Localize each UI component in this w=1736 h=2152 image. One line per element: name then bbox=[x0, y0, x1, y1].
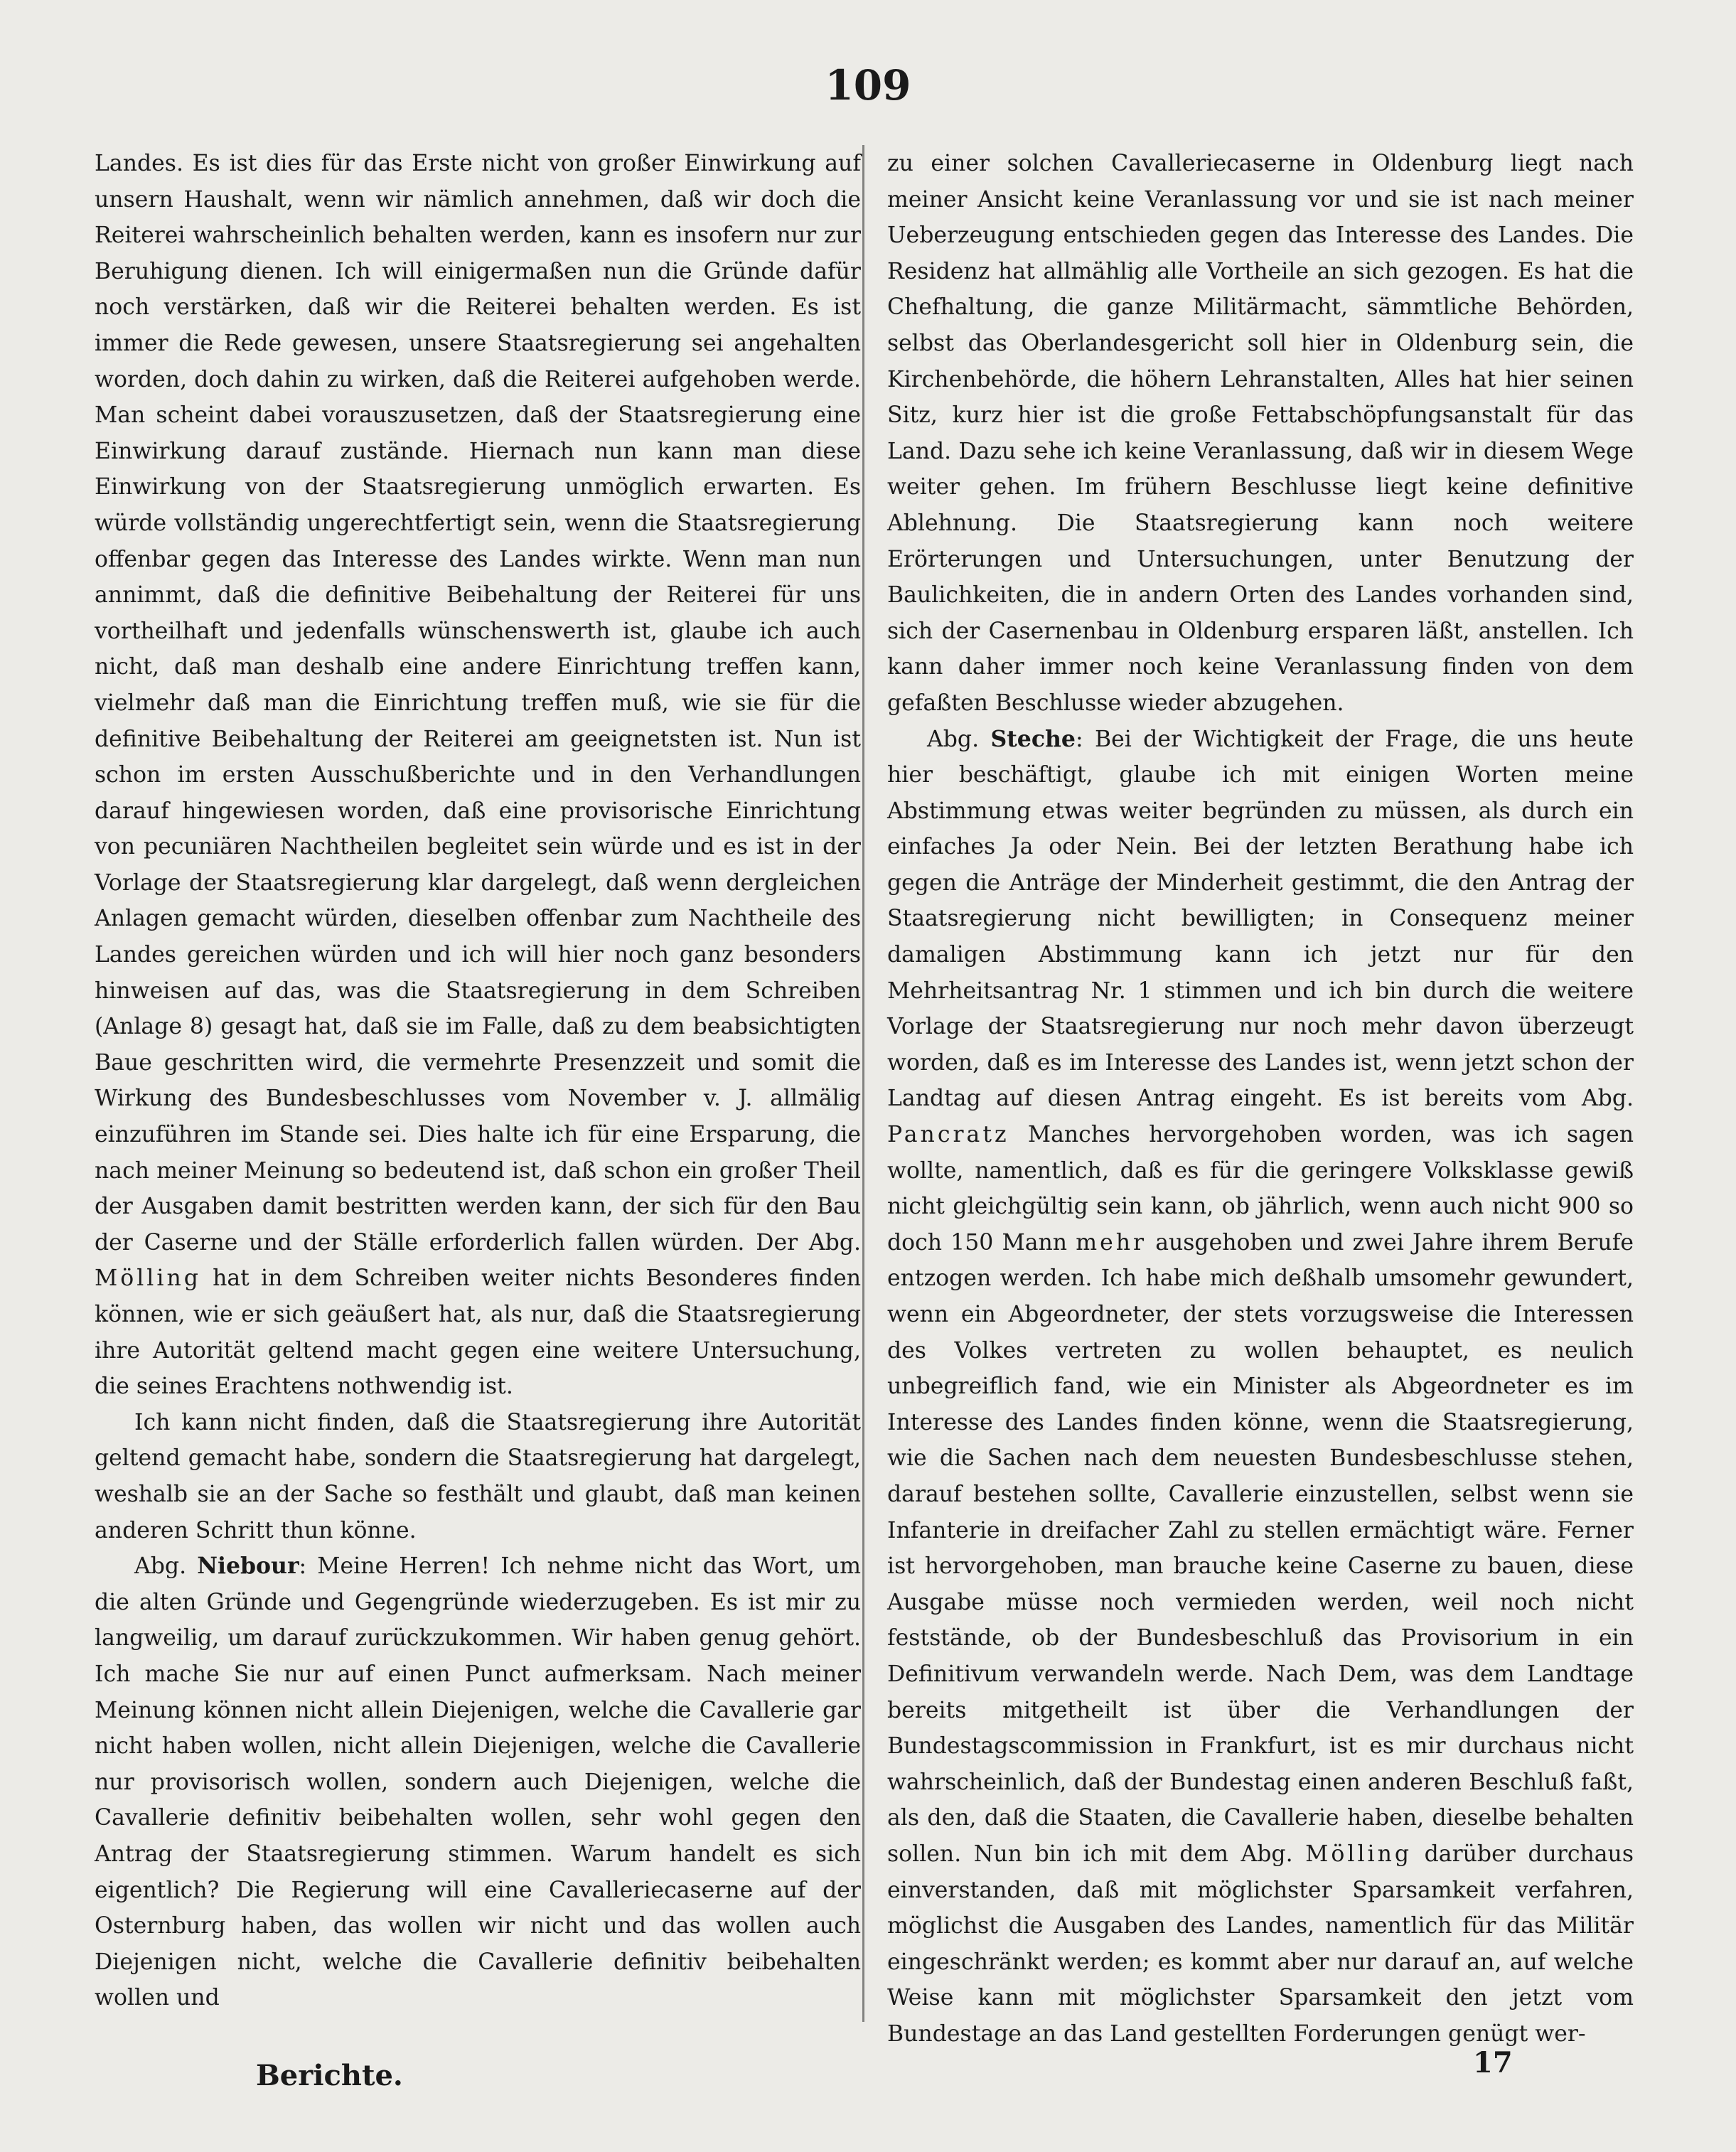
speaker-name: Steche bbox=[990, 725, 1076, 752]
paragraph: Ich kann nicht finden, daß die Staatsregierung ihre Autorität geltend gemacht habe, sondern die Staatsregierung hat dargelegt, weshalb sie an der Sache so festhält und glaubt, daß man keinen anderen Schritt thun könne. bbox=[95, 1409, 861, 1543]
paragraph bbox=[95, 1548, 861, 2016]
paragraph-text: hat in dem Schreiben weiter nichts Besonderes finden können, wie er sich geäußert hat, als nur, daß die Staatsregierung ihre Autorität geltend macht gegen eine weitere Untersuchung, die seines Erachtens nothwendig ist. bbox=[95, 1265, 862, 1400]
right-column bbox=[887, 146, 1634, 2047]
paragraph-text: Manches hervorgehoben worden, was ich sagen wollte, namentlich, daß es für die geringere Volksklasse gewiß nicht gleichgültig sein kann, ob jährlich, wenn auch nicht 900 so doch 150 Mann bbox=[887, 1122, 1634, 1256]
signature-mark: Berichte. bbox=[256, 2059, 403, 2092]
paragraph bbox=[95, 146, 861, 1405]
speaker-name: Mölling bbox=[95, 1265, 201, 1292]
speaker-prefix: Abg. bbox=[134, 1553, 187, 1580]
page-number: 109 bbox=[825, 61, 911, 109]
speaker-name: Niebour bbox=[197, 1553, 299, 1580]
left-column bbox=[95, 146, 861, 2023]
paragraph-text: ausgehoben und zwei Jahre ihrem Berufe entzogen werden. Ich habe mich deßhalb umsomehr gewundert, wenn ein Abgeordneter, der stets vorzugsweise die Interessen des Volkes vertreten zu wollen behauptet, es neulich unbegreiflich fand, wie ein Minister als Abgeordneter es im Interesse des Landes finden könne, wenn die Staatsregierung, wie die Sachen nach dem neuesten Bundesbeschlusse stehen, darauf bestehen sollte, Cavallerie einzustellen, selbst wenn sie Infanterie in dreifacher Zahl zu stellen ermächtigt wäre. Ferner ist hervorgehoben, man brauche keine Caserne zu bauen, diese Ausgabe müsse noch vermieden werden, weil noch nicht feststände, ob der Bundesbeschluß das Provisorium in ein Definitivum verwandeln werde. Nach Dem, was dem Landtage bereits mitgetheilt ist über die Verhandlungen der Bundestagscommission in Frankfurt, ist es mir durchaus nicht wahrscheinlich, daß der Bundestag einen anderen Beschluß faßt, als den, daß die Staaten, die Cavallerie haben, dieselbe behalten sollen. Nun bin ich mit dem Abg. bbox=[887, 1229, 1634, 1867]
paragraph: zu einer solchen Cavalleriecaserne in Oldenburg liegt nach meiner Ansicht keine Veranlassung vor und sie ist nach meiner Ueberzeugung entschieden gegen das Interesse des Landes. Die Residenz hat allmählig alle Vortheile an sich gezogen. Es hat die Chefhaltung, die ganze Militärmacht, sämmtliche Behörden, selbst das Oberlandesgericht soll hier in Oldenburg sein, die Kirchenbehörde, die höhern Lehranstalten, Alles hat hier seinen Sitz, kurz hier ist die große Fettabschöpfungsanstalt für das Land. Dazu sehe ich keine Veranlassung, daß wir in diesem Wege weiter gehen. Im frühern Beschlusse liegt keine definitive Ablehnung. Die Staatsregierung kann noch weitere Erörterungen und Untersuchungen, unter Benutzung der Baulichkeiten, die in andern Orten des Landes vorhanden sind, sich der Casernenbau in Oldenburg ersparen läßt, anstellen. Ich kann daher immer noch keine Veranlassung finden von dem gefaßten Beschlusse wieder abzugehen. bbox=[887, 151, 1634, 716]
paragraph-text: Landes. Es ist dies für das Erste nicht von großer Einwirkung auf unsern Haushalt, wenn wir nämlich annehmen, daß wir doch die Reiterei wahrscheinlich behalten werden, kann es insofern nur zur Beruhigung dienen. Ich will einigermaßen nun die Gründe dafür noch verstärken, daß wir die Reiterei behalten werden. Es ist immer die Rede gewesen, unsere Staatsregierung sei angehalten worden, doch dahin zu wirken, daß die Reiterei aufgehoben werde. Man scheint dabei vorauszusetzen, daß der Staatsregierung eine Einwirkung darauf zustände. Hiernach nun kann man diese Einwirkung von der Staatsregierung unmöglich erwarten. Es würde vollständig ungerechtfertigt sein, wenn die Staatsregierung offenbar gegen das Interesse des Landes wirkte. Wenn man nun annimmt, daß die definitive Beibehaltung der Reiterei für uns vortheilhaft und jedenfalls wünschenswerth ist, glaube ich auch nicht, daß man deshalb eine andere Einrichtung treffen kann, vielmehr daß man die Einrichtung treffen muß, wie sie für die definitive Beibehaltung der Reiterei am geeignetsten ist. Nun ist schon im ersten Ausschußberichte und in den Verhandlungen darauf hingewiesen worden, daß eine provisorische Einrichtung von pecuniären Nachtheilen begleitet sein würde und es ist in der Vorlage der Staatsregierung klar dargelegt, daß wenn dergleichen Anlagen gemacht würden, dieselben offenbar zum Nachtheile des Landes gereichen würden und ich will hier noch ganz besonders hinweisen auf das, was die Staatsregierung in dem Schreiben (Anlage 8) gesagt hat, daß sie im Falle, daß zu dem beabsichtigten Baue geschritten wird, die vermehrte Presenzzeit und somit die Wirkung des Bundesbeschlusses vom November v. J. allmälig einzuführen im Stande sei. Dies halte ich für eine Ersparung, die nach meiner Meinung so bedeutend ist, daß schon ein großer Theil der Ausgaben damit bestritten werden kann, der sich für den Bau der Caserne und der Ställe erforderlich fallen würden. Der Abg. bbox=[95, 151, 861, 1256]
column-divider bbox=[862, 145, 864, 2022]
speaker-name: Mölling bbox=[1305, 1841, 1413, 1867]
paragraph-text: : Meine Herren! Ich nehme nicht das Wort, um die alten Gründe und Gegengründe wiederzugeben. Es ist mir zu langweilig, um darauf zurückzukommen. Wir haben genug gehört. Ich mache Sie nur auf einen Punct aufmerksam. Nach meiner Meinung können nicht allein Diejenigen, welche die Cavallerie gar nicht haben wollen, nicht allein Diejenigen, welche die Cavallerie nur provisorisch wollen, sondern auch Diejenigen, welche die Cavallerie definitiv beibehalten wollen, sehr wohl gegen den Antrag der Staatsregierung stimmen. Warum handelt es sich eigentlich? Die Regierung will eine Cavalleriecaserne auf der Osternburg haben, das wollen wir nicht und das wollen auch Diejenigen nicht, welche die Cavallerie definitiv beibehalten wollen und bbox=[95, 1553, 861, 2011]
sheet-number: 17 bbox=[1473, 2046, 1513, 2079]
emphasis-word: mehr bbox=[1076, 1229, 1147, 1256]
paragraph-text: darüber durchaus einverstanden, daß mit möglichster Sparsamkeit verfahren, möglichst die Ausgaben des Landes, namentlich für das Militär eingeschränkt werden; es kommt aber nur darauf an, auf welche Weise kann mit möglichster Sparsamkeit den jetzt vom Bundestage an das Land gestellten Forderungen genügt wer- bbox=[887, 1841, 1634, 2047]
paragraph bbox=[887, 722, 1634, 2052]
speaker-name: Pancratz bbox=[887, 1122, 1009, 1148]
paragraph-text: : Bei der Wichtigkeit der Frage, die uns heute hier beschäftigt, glaube ich mit einigen Worten meine Abstimmung etwas weiter begründen zu müssen, als durch ein einfaches Ja oder Nein. Bei der letzten Berathung habe ich gegen die Anträge der Minderheit gestimmt, die den Antrag der Staatsregierung nicht bewilligten; in Consequenz meiner damaligen Abstimmung kann ich jetzt nur für den Mehrheitsantrag Nr. 1 stimmen und ich bin durch die weitere Vorlage der Staatsregierung nur noch mehr davon überzeugt worden, daß es im Interesse des Landes ist, wenn jetzt schon der Landtag auf diesen Antrag eingeht. Es ist bereits vom Abg. bbox=[887, 726, 1634, 1112]
speaker-prefix: Abg. bbox=[927, 726, 980, 752]
